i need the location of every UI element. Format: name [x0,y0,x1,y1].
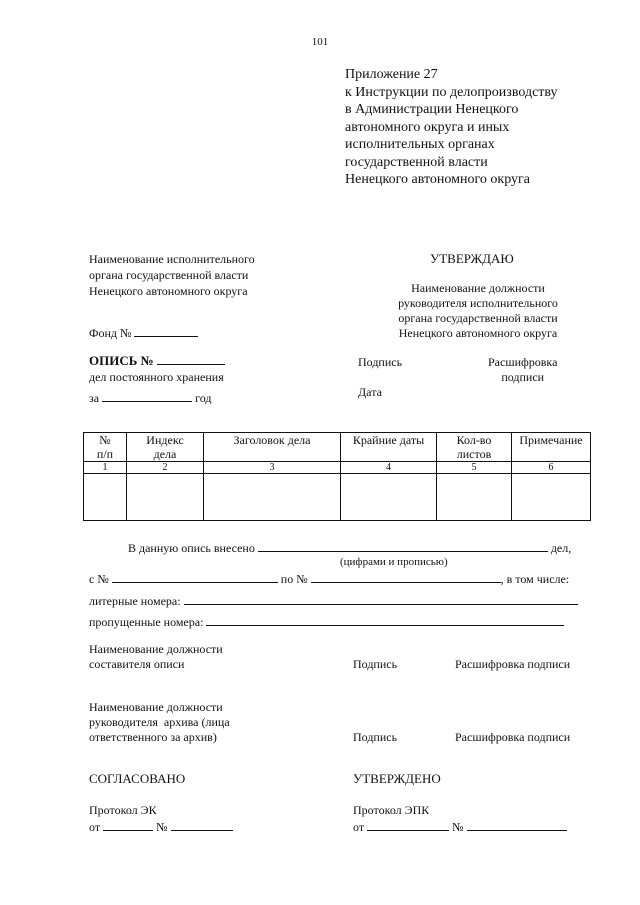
appendix-note [345,66,558,189]
col-number: 2 [127,462,204,474]
epk-protocol [353,802,567,836]
table-header-row [84,433,591,462]
epk-from-label: от [353,820,365,834]
ek-num-label: № [156,820,168,834]
range-line [89,571,569,587]
including-label: , в том числе: [500,572,570,586]
decode-line: Расшифровка [488,355,558,369]
table-cell[interactable] [512,474,591,521]
opis-number-blank[interactable] [157,353,225,365]
approver-position [378,281,578,341]
entered-suffix: дел, [550,541,572,555]
opis-title [89,353,225,369]
table-cell[interactable] [341,474,437,521]
archive-head-decode-label: Расшифровка подписи [455,730,571,744]
year-prefix: за [89,391,100,405]
agreed-heading: СОГЛАСОВАНО [89,771,186,786]
epk-date-blank[interactable] [367,819,449,831]
archive-head-line: ответственного за архив) [89,730,217,744]
approver-line: Наименование должности [411,281,545,295]
table-cell[interactable] [127,474,204,521]
org-line: Наименование исполнительного [89,252,255,266]
letter-numbers-blank[interactable] [184,593,578,605]
letter-numbers-line [89,593,578,609]
compiler-signature-label: Подпись [353,657,398,671]
ek-protocol-fields [89,819,233,836]
ek-number-blank[interactable] [171,819,233,831]
archive-head-line: Наименование должности [89,700,223,714]
archive-head-line: руководителя архива (лица [89,715,230,729]
organization-name [89,251,255,299]
org-line: Ненецкого автономного округа [89,284,248,298]
approver-line: руководителя исполнительного [398,296,558,310]
approver-line: органа государственной власти [398,311,558,325]
col-number: 5 [437,462,512,474]
page-number: 101 [311,36,329,48]
appendix-line: к Инструкции по делопроизводству [345,84,558,100]
compiler-line: Наименование должности [89,642,223,656]
compiler-line: составителя описи [89,657,185,671]
fond-field [89,325,198,341]
archive-head-signature-label: Подпись [353,730,398,744]
decode-line: подписи [501,370,545,384]
opis-year [89,390,211,406]
table-cell[interactable] [84,474,127,521]
col-number: 4 [341,462,437,474]
approver-line: Ненецкого автономного округа [398,326,558,340]
ek-protocol [89,802,233,836]
epk-protocol-fields [353,819,567,836]
to-blank[interactable] [311,571,501,583]
entered-prefix: В данную опись внесено [128,541,255,555]
table-number-row [84,462,591,474]
opis-subtitle: дел постоянного хранения [89,370,224,384]
missed-numbers-blank[interactable] [206,614,564,626]
approver-date-label: Дата [358,385,382,399]
table-cell[interactable] [437,474,512,521]
col-header-dates: Крайние даты [341,433,437,462]
entered-count-blank[interactable] [258,540,548,552]
org-line: органа государственной власти [89,268,249,282]
entered-count-line [128,540,571,556]
col-header-note: Примечание [512,433,591,462]
appendix-line: автономного округа и иных [345,119,510,135]
fond-label: Фонд № [89,326,132,340]
approver-decode-label [488,355,557,385]
fond-blank[interactable] [134,325,198,337]
approve-heading: УТВЕРЖДАЮ [430,251,514,266]
epk-protocol-label: Протокол ЭПК [353,803,430,817]
inventory-table [83,432,591,521]
appendix-line: исполнительных органах [345,137,495,152]
appendix-line: Приложение 27 [345,67,438,82]
year-suffix: год [195,391,212,405]
archive-head-position [89,700,230,745]
approved-heading: УТВЕРЖДЕНО [353,771,441,786]
col-number: 3 [204,462,341,474]
ek-from-label: от [89,820,101,834]
from-blank[interactable] [112,571,278,583]
missed-numbers-label: пропущенные номера: [89,615,204,629]
entered-note: (цифрами и прописью) [340,556,448,568]
table-row [84,474,591,521]
ek-protocol-label: Протокол ЭК [89,803,157,817]
table-cell[interactable] [204,474,341,521]
letter-numbers-label: литерные номера: [89,594,181,608]
year-blank[interactable] [102,390,192,402]
approver-signature-label: Подпись [358,355,403,369]
col-header-sheets: Кол-во листов [437,433,512,462]
ek-date-blank[interactable] [103,819,153,831]
appendix-line: Ненецкого автономного округа [345,172,530,187]
compiler-position [89,642,223,672]
col-number: 6 [512,462,591,474]
missed-numbers-line [89,614,564,630]
appendix-line: государственной власти [345,154,488,170]
to-label: по № [280,572,308,586]
col-number: 1 [84,462,127,474]
from-label: с № [89,572,109,586]
col-header-index: Индекс дела [127,433,204,462]
col-header-number: № п/п [84,433,127,462]
opis-label: ОПИСЬ № [89,353,154,368]
epk-num-label: № [452,820,464,834]
col-header-title: Заголовок дела [204,433,341,462]
compiler-decode-label: Расшифровка подписи [455,657,571,671]
appendix-line: в Администрации Ненецкого [345,102,519,117]
epk-number-blank[interactable] [467,819,567,831]
